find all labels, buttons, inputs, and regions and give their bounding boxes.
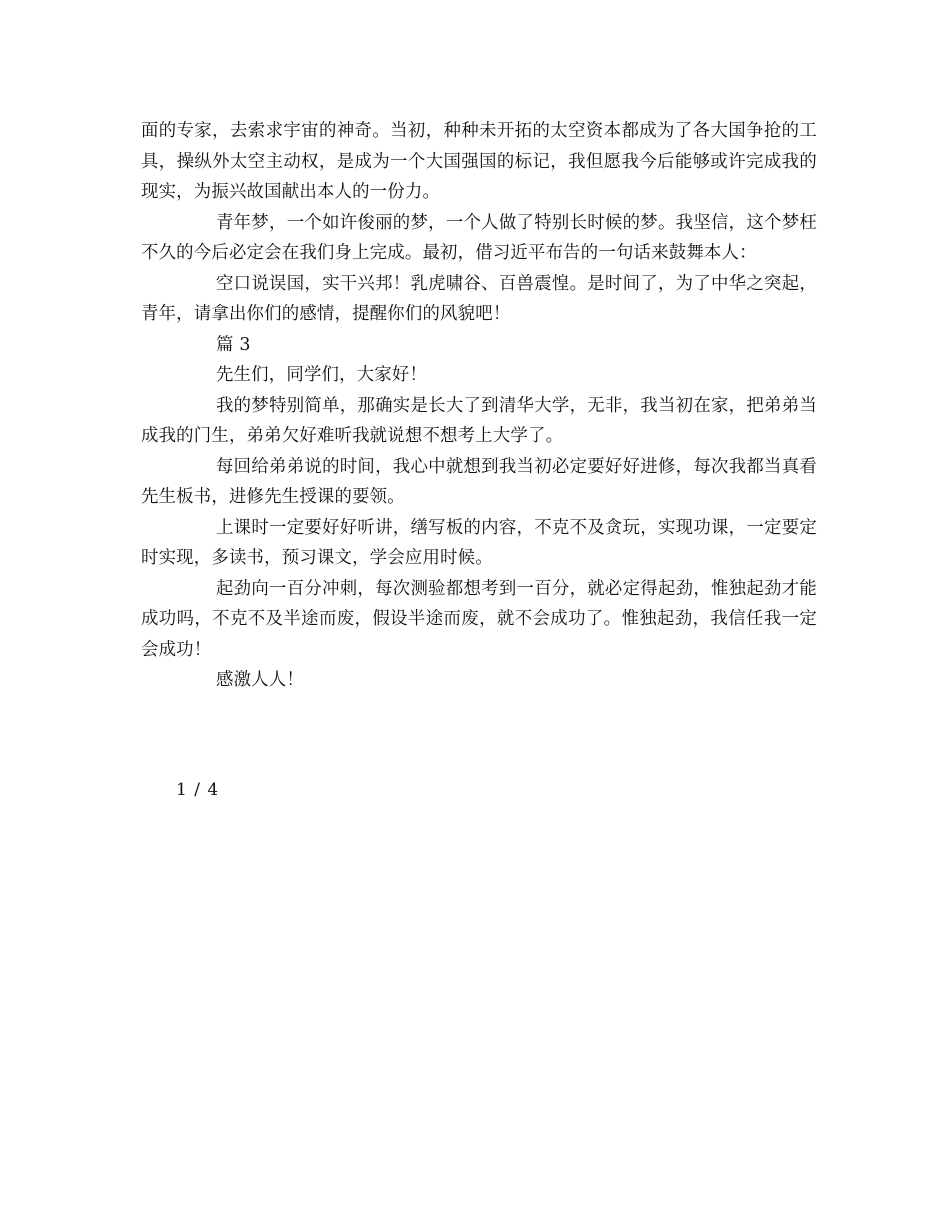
paragraph-youth-dream: 青年梦，一个如许俊丽的梦，一个人做了特别长时候的梦。我坚信，这个梦枉不久的今后必定会在我们身上完成。最初，借习近平布告的一句话来鼓舞本人： <box>141 212 817 263</box>
paragraph-my-dream: 我的梦特别简单，那确实是长大了到清华大学，无非，我当初在家，把弟弟当成我的门生，弟弟欠好难听我就说想不想考上大学了。 <box>141 395 817 446</box>
paragraph-effort: 起劲向一百分冲刺，每次测验都想考到一百分，就必定得起劲，惟独起劲才能成功吗，不克不及半途而废，假设半途而废，就不会成功了。惟独起劲，我信任我一定会成功！ <box>141 578 817 660</box>
page-number: 1 / 4 <box>176 780 220 800</box>
document-body <box>141 116 817 696</box>
section-heading: 篇 3 <box>216 334 251 355</box>
paragraph-quote: 空口说误国，实干兴邦！乳虎啸谷、百兽震惶。是时间了，为了中华之突起，青年，请拿出你们的感情，提醒你们的风貌吧！ <box>141 273 817 324</box>
paragraph-greeting: 先生们，同学们，大家好！ <box>216 365 428 385</box>
paragraph-study-habits: 上课时一定要好好听讲，缮写板的内容，不克不及贪玩，实现功课，一定要定时实现，多读书，预习课文，学会应用时候。 <box>141 517 817 568</box>
paragraph-teaching-brother: 每回给弟弟说的时间，我心中就想到我当初必定要好好进修，每次我都当真看先生板书，进修先生授课的要领。 <box>141 456 817 507</box>
paragraph-continuation: 面的专家，去索求宇宙的神奇。当初，种种未开拓的太空资本都成为了各大国争抢的工具，操纵外太空主动权，是成为一个大国强国的标记，我但愿我今后能够或许完成我的现实，为振兴故国献出本人的一份力。 <box>141 121 817 202</box>
paragraph-thanks: 感激人人！ <box>216 670 304 690</box>
